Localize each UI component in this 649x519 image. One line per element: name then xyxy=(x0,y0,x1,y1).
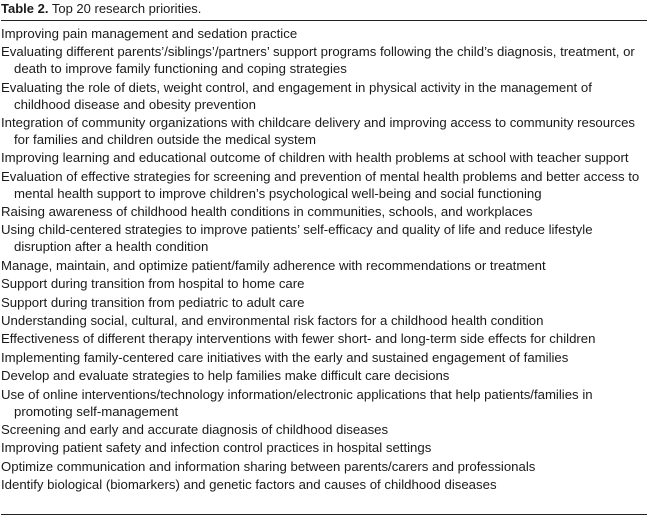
priority-item: Manage, maintain, and optimize patient/family adherence with recommendations or treatment xyxy=(1,257,546,273)
priority-item: Evaluating the role of diets, weight control, and engagement in physical activity in the management of childhood disease and obesity prevention xyxy=(1,79,592,112)
priority-item: Screening and early and accurate diagnosis of childhood diseases xyxy=(1,421,389,437)
table-number: Table 2. xyxy=(1,1,49,16)
priority-item: Improving pain management and sedation practice xyxy=(1,26,298,41)
priority-item: Using child-centered strategies to improve patients’ self-efficacy and quality of life and reduce lifestyle disruption after a health condition xyxy=(1,222,593,255)
priority-item: Optimize communication and information sharing between parents/carers and professionals xyxy=(1,458,536,474)
priority-item: Develop and evaluate strategies to help families make difficult care decisions xyxy=(1,368,450,384)
priority-item: Evaluation of effective strategies for screening and prevention of mental health problems and better access to mental health support to improve children’s psychological well-being and social functioning xyxy=(1,168,640,201)
priority-item: Support during transition from pediatric to adult care xyxy=(1,294,305,310)
priority-item: Raising awareness of childhood health conditions in communities, schools, and workplaces xyxy=(1,204,533,220)
bottom-rule xyxy=(1,514,647,515)
priority-item: Improving patient safety and infection control practices in hospital settings xyxy=(1,440,432,456)
priority-item: Understanding social, cultural, and environmental risk factors for a childhood health condition xyxy=(1,313,544,328)
priority-item: Effectiveness of different therapy interventions with fewer short- and long-term side effects for children xyxy=(1,331,596,347)
table-caption xyxy=(1,1,201,17)
priority-item: Identify biological (biomarkers) and genetic factors and causes of childhood diseases xyxy=(1,477,497,493)
priority-list xyxy=(1,26,647,496)
priority-item: Evaluating different parents’/siblings’/partners’ support programs following the child’s diagnosis, treatment, or death to improve family functioning and coping strategies xyxy=(1,44,635,77)
priority-item: Support during transition from hospital to home care xyxy=(1,276,305,292)
priority-item: Improving learning and educational outcome of children with health problems at school with teacher support xyxy=(1,150,629,166)
priority-item: Use of online interventions/technology information/electronic applications that help patients/families in promoting self-management xyxy=(1,386,593,419)
top-rule xyxy=(1,20,647,21)
priority-item: Implementing family-centered care initiatives with the early and sustained engagement of families xyxy=(1,349,569,365)
priority-item: Integration of community organizations with childcare delivery and improving access to community resources for families and children outside the medical system xyxy=(1,115,636,147)
table-title: Top 20 research priorities. xyxy=(51,1,202,16)
